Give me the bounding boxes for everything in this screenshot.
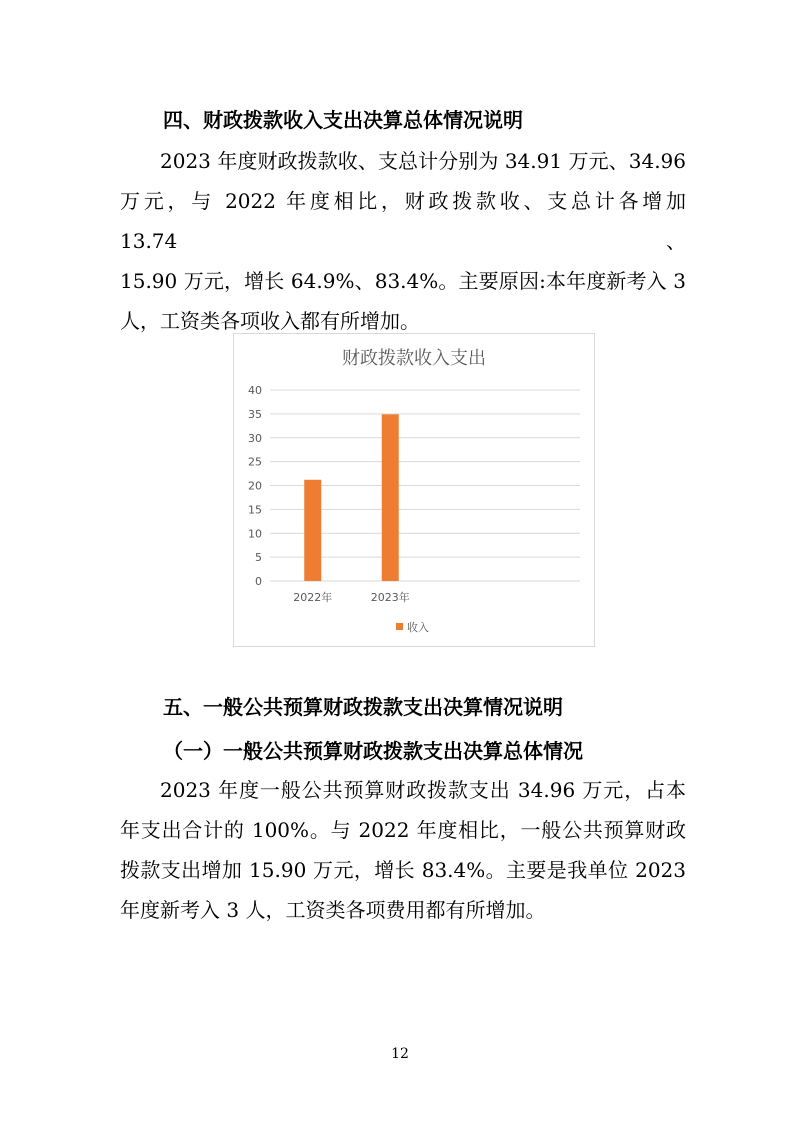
y-tick-label: 30 — [248, 431, 262, 445]
section4-line-4: 人，工资类各项收入都有所增加。 — [120, 309, 420, 333]
legend-label: 收入 — [407, 621, 429, 634]
y-tick-label: 5 — [255, 551, 262, 565]
bar-2022年 — [304, 480, 321, 581]
section5-line-4: 年度新考入 3 人，工资类各项费用都有所增加。 — [120, 898, 546, 922]
chart-title: 财政拨款收入支出 — [342, 348, 486, 369]
y-tick-label: 40 — [248, 384, 262, 397]
legend-swatch — [396, 623, 403, 630]
y-tick-label: 20 — [248, 479, 262, 493]
y-tick-label: 35 — [248, 407, 262, 421]
y-tick-label: 25 — [248, 455, 262, 469]
x-tick-label: 2022年 — [293, 591, 333, 604]
x-tick-label: 2023年 — [370, 591, 410, 604]
page-number: 12 — [391, 1046, 409, 1062]
section4-paragraph — [120, 141, 686, 341]
bar-2023年 — [382, 414, 399, 581]
section4-line-3: 15.90 万元，增长 64.9%、83.4%。主要原因:本年度新考入 3 — [120, 269, 686, 293]
section4-heading: 四、财政拨款收入支出决算总体情况说明 — [163, 108, 523, 132]
section5-heading: 五、一般公共预算财政拨款支出决算情况说明 — [163, 695, 563, 719]
section4-line-1: 2023 年度财政拨款收、支总计分别为 34.91 万元、34.96 — [160, 149, 686, 173]
y-tick-label: 15 — [248, 503, 262, 517]
section5-line-2: 年支出合计的 100%。与 2022 年度相比，一般公共预算财政 — [120, 818, 686, 842]
bar-chart — [233, 333, 595, 647]
bar-chart-svg — [234, 334, 594, 646]
section5-paragraph — [120, 770, 686, 930]
y-tick-label: 0 — [255, 575, 262, 588]
section5-line-1: 2023 年度一般公共预算财政拨款支出 34.96 万元，占本 — [160, 778, 686, 802]
y-tick-label: 10 — [248, 527, 262, 541]
section5-sub-heading: （一）一般公共预算财政拨款支出决算总体情况 — [163, 739, 583, 763]
section5-line-3: 拨款支出增加 15.90 万元，增长 83.4%。主要是我单位 2023 — [120, 858, 686, 882]
section4-line-2: 万元，与 2022 年度相比，财政拨款收、支总计各增加 13.74、 — [120, 189, 686, 253]
